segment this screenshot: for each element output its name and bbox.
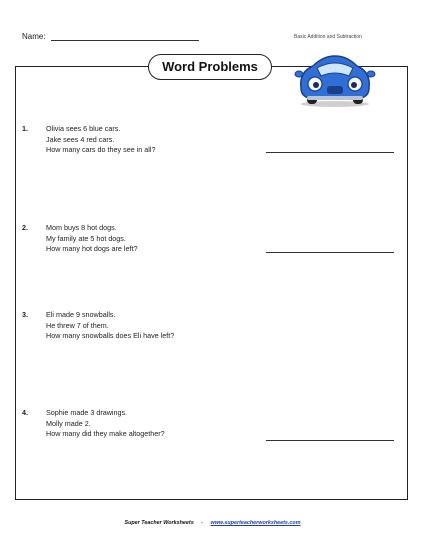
worksheet-subtitle: Basic Addition and Subtraction: [294, 34, 362, 40]
footer-brand: Super Teacher Worksheets: [124, 520, 194, 526]
problem-line: How many cars do they see in all?: [46, 145, 156, 154]
problem-line: Olivia sees 6 blue cars.: [46, 124, 121, 133]
problem-number: 2.: [22, 223, 28, 232]
answer-line-4[interactable]: [266, 439, 394, 441]
problem-number: 1.: [22, 124, 28, 133]
problem-line: Mom buys 8 hot dogs.: [46, 223, 117, 232]
name-row: [22, 32, 199, 41]
footer-url-link[interactable]: www.superteacherworksheets.com: [210, 520, 301, 526]
problem-line: Sophie made 3 drawings.: [46, 408, 128, 417]
problem-line: How many hot dogs are left?: [46, 244, 138, 253]
problem-line: My family ate 5 hot dogs.: [46, 233, 126, 243]
problem-line: He threw 7 of them.: [46, 320, 109, 330]
problem-line: Molly made 2.: [46, 418, 91, 428]
name-blank-line: [51, 32, 199, 41]
problem-line: How many did they make altogether?: [46, 429, 165, 438]
problem-line: Jake sees 4 red cars.: [46, 134, 115, 144]
footer-separator: -: [201, 520, 204, 526]
cartoon-blue-car-icon: [283, 48, 387, 108]
problem-number: 3.: [22, 310, 28, 319]
worksheet-title: Word Problems: [148, 54, 272, 80]
answer-line-1[interactable]: [266, 151, 394, 153]
name-label: Name:: [22, 32, 46, 41]
problem-line: Eli made 9 snowballs.: [46, 310, 116, 319]
page-footer: [0, 520, 425, 526]
problem-line: How many snowballs does Eli have left?: [46, 331, 175, 340]
problem-number: 4.: [22, 408, 28, 417]
answer-line-2[interactable]: [266, 251, 394, 253]
